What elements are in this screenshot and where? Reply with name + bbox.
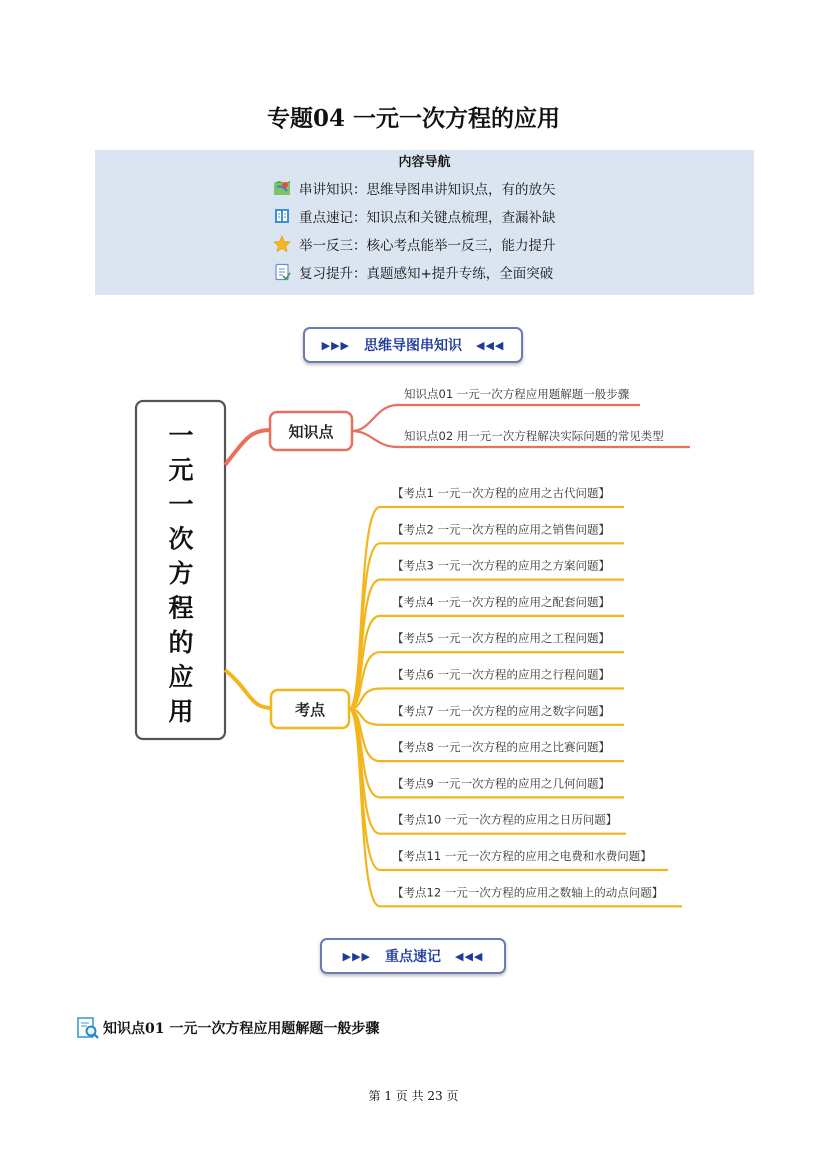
exam-item-connector xyxy=(349,616,624,709)
exam-item: 【考点2 一元一次方程的应用之销售问题】 xyxy=(392,522,610,537)
central-node-char: 应 xyxy=(168,662,194,692)
branch-connector-knowledge xyxy=(225,430,270,465)
nav-row-knowledge xyxy=(273,177,556,199)
central-node-label xyxy=(168,421,193,726)
exam-item: 【考点5 一元一次方程的应用之工程问题】 xyxy=(392,631,610,646)
right-arrows-icon: ▶▶▶ xyxy=(321,338,350,352)
central-node-char: 的 xyxy=(168,628,194,657)
left-arrows-icon: ◀◀◀ xyxy=(455,949,484,963)
map-icon xyxy=(273,179,291,197)
mindmap-section-banner xyxy=(303,327,523,363)
nav-row-practice xyxy=(273,233,556,255)
mind-map xyxy=(0,370,827,915)
central-node-char: 元 xyxy=(168,455,194,485)
key-points-section-banner xyxy=(320,938,506,974)
page-title: 专题04 一元一次方程的应用 xyxy=(266,105,560,132)
banner-label: 重点速记 xyxy=(385,949,441,965)
central-node-char: 程 xyxy=(168,593,194,623)
checklist-icon xyxy=(273,263,291,281)
central-node-char: 方 xyxy=(168,559,194,588)
central-node-char: 一 xyxy=(168,421,194,450)
knowledge-item-connector xyxy=(352,405,640,431)
star-icon xyxy=(273,235,291,253)
nav-row-review xyxy=(273,261,553,283)
left-arrows-icon: ◀◀◀ xyxy=(476,338,505,352)
central-node-char: 用 xyxy=(168,697,194,726)
section-heading xyxy=(76,1016,379,1040)
exam-item: 【考点8 一元一次方程的应用之比赛问题】 xyxy=(392,740,610,755)
content-navigation-box xyxy=(95,150,754,295)
nav-row-text: 重点速记：知识点和关键点梳理，查漏补缺 xyxy=(299,210,556,226)
knowledge-branch-label: 知识点 xyxy=(288,423,334,441)
nav-row-text: 复习提升：真题感知+提升专练，全面突破 xyxy=(299,266,554,282)
exam-item: 【考点12 一元一次方程的应用之数轴上的动点问题】 xyxy=(392,885,664,900)
exam-item: 【考点1 一元一次方程的应用之古代问题】 xyxy=(392,486,610,500)
knowledge-item: 知识点02 用一元一次方程解决实际问题的常见类型 xyxy=(404,429,664,443)
exam-branch-label: 考点 xyxy=(294,701,326,719)
page-footer: 第 1 页 共 23 页 xyxy=(368,1089,459,1103)
nav-row-text: 串讲知识：思维导图串讲知识点，有的放矢 xyxy=(299,182,556,198)
exam-item: 【考点9 一元一次方程的应用之几何问题】 xyxy=(392,776,610,791)
central-node-char: 一 xyxy=(168,490,194,519)
exam-item: 【考点11 一元一次方程的应用之电费和水费问题】 xyxy=(392,849,652,863)
exam-item: 【考点10 一元一次方程的应用之日历问题】 xyxy=(392,812,618,827)
nav-row-text: 举一反三：核心考点能举一反三，能力提升 xyxy=(299,238,556,254)
exam-item: 【考点6 一元一次方程的应用之行程问题】 xyxy=(392,667,610,682)
nav-row-key-points xyxy=(273,205,556,227)
knowledge-item: 知识点01 一元一次方程应用题解题一般步骤 xyxy=(404,387,630,401)
exam-item: 【考点3 一元一次方程的应用之方案问题】 xyxy=(392,558,610,573)
central-node-char: 次 xyxy=(168,524,194,554)
nav-header: 内容导航 xyxy=(398,155,451,170)
section-heading-text: 知识点01 一元一次方程应用题解题一般步骤 xyxy=(103,1021,380,1037)
branch-connector-exam xyxy=(225,670,271,708)
book-icon xyxy=(273,207,291,225)
right-arrows-icon: ▶▶▶ xyxy=(342,949,371,963)
exam-item: 【考点4 一元一次方程的应用之配套问题】 xyxy=(392,594,610,609)
search-doc-icon xyxy=(76,1016,100,1040)
exam-item: 【考点7 一元一次方程的应用之数字问题】 xyxy=(392,703,610,718)
exam-item-connector xyxy=(349,709,682,906)
banner-label: 思维导图串知识 xyxy=(364,338,462,354)
